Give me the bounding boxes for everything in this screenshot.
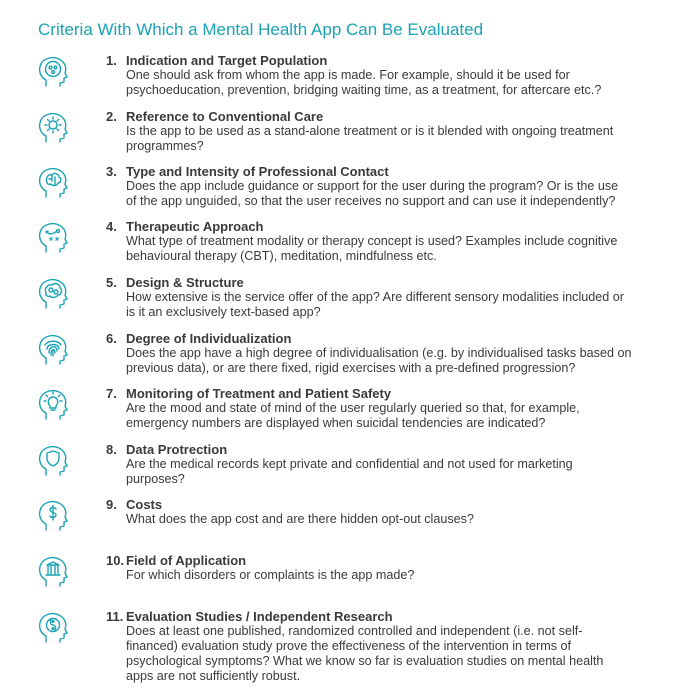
item-description: How extensive is the service offer of the app? Are different sensory modalities included or is it an exclusively text-based app? [126,290,624,319]
head-yinyang-icon [34,609,74,649]
head-gear-icon [34,109,74,149]
page-title: Criteria With Which a Mental Health App Can Be Evaluated [38,20,484,39]
head-fingerprint-icon [34,331,74,371]
item-number: 11. [106,609,124,624]
criteria-item [0,53,674,109]
item-number: 7. [106,386,117,401]
item-heading: Therapeutic Approach [126,219,264,234]
item-number: 4. [106,219,117,234]
head-shield-icon [34,442,74,482]
criteria-item [0,164,674,220]
head-brain-gears-icon [34,275,74,315]
item-description: What type of treatment modality or therapy concept is used? Examples include cognitive behavioural therapy (CBT), meditation, mindfulness etc. [126,234,618,263]
item-number: 3. [106,164,117,179]
item-number: 8. [106,442,117,457]
item-heading: Type and Intensity of Professional Contact [126,164,389,179]
head-brain-icon [34,164,74,204]
item-heading: Field of Application [126,553,247,568]
item-number: 1. [106,53,117,68]
item-number: 6. [106,331,117,346]
item-heading: Monitoring of Treatment and Patient Safety [126,386,392,401]
item-heading: Degree of Individualization [126,331,292,346]
item-number: 5. [106,275,117,290]
item-heading: Design & Structure [126,275,244,290]
criteria-item [0,219,674,275]
item-description: Does the app include guidance or support for the user during the program? Or is the use of the app unguided, so that the user receives no support and can use it independently? [126,179,619,208]
item-description: What does the app cost and are there hidden opt-out clauses? [126,512,474,526]
item-heading: Costs [126,497,163,512]
item-heading: Evaluation Studies / Independent Research [126,609,393,624]
item-description: One should ask from whom the app is made. For example, should it be used for psychoeducation, prevention, bridging waiting time, as a treatment, for aftercare etc.? [126,68,602,97]
criteria-item [0,386,674,442]
head-dollar-icon [34,497,74,537]
head-strategy-icon [34,219,74,259]
item-number: 2. [106,109,117,124]
criteria-item [0,553,674,609]
criteria-item [0,497,674,553]
head-lightbulb-icon [34,386,74,426]
head-pillar-icon [34,553,74,593]
head-group-icon [34,53,74,93]
criteria-item [0,331,674,387]
item-description: Does at least one published, randomized controlled and independent (i.e. not self-financed) evaluation study prove the effectiveness of the intervention in terms of psychological symptoms? What we know so far is evaluation studies on mental health apps are not sufficiently robust. [126,624,604,683]
item-number: 9. [106,497,117,512]
item-description: Are the medical records kept private and confidential and not used for marketing purposes? [126,457,573,486]
criteria-item [0,609,674,689]
item-heading: Data Protrection [126,442,228,457]
item-number: 10. [106,553,125,568]
criteria-item [0,442,674,498]
item-description: For which disorders or complaints is the app made? [126,568,415,582]
item-description: Are the mood and state of mind of the user regularly queried so that, for example, emergency numbers are displayed when suicidal tendencies are indicated? [126,401,580,430]
criteria-item [0,109,674,165]
item-heading: Indication and Target Population [126,53,328,68]
item-heading: Reference to Conventional Care [126,109,324,124]
item-description: Is the app to be used as a stand-alone treatment or is it blended with ongoing treatment programmes? [126,124,614,153]
criteria-item [0,275,674,331]
item-description: Does the app have a high degree of individualisation (e.g. by individualised tasks based on previous data), or are there fixed, rigid exercises with a pre-defined progression? [126,346,632,375]
